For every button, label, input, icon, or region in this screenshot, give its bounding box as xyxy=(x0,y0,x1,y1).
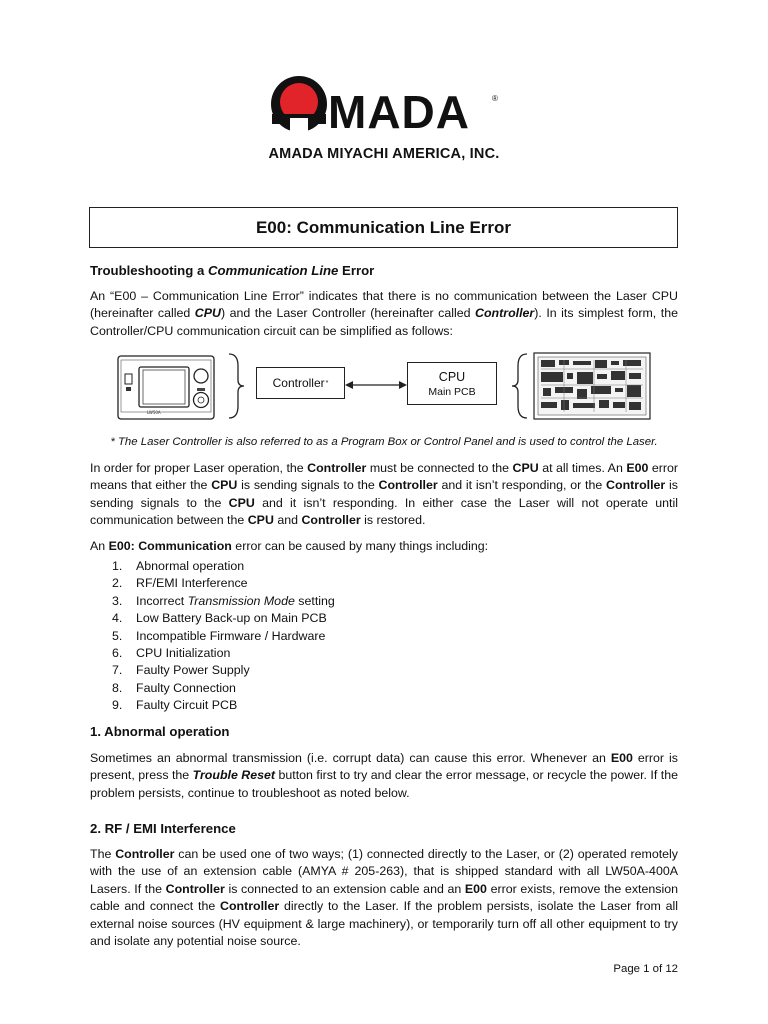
company-name: AMADA MIYACHI AMERICA, INC. xyxy=(268,146,500,162)
list-item: 1. Abnormal operation xyxy=(112,559,245,573)
list-item: 6. CPU Initialization xyxy=(112,646,231,661)
bidirectional-arrow xyxy=(345,378,407,396)
main-pcb-image xyxy=(533,352,651,420)
causes-list xyxy=(112,558,335,715)
list-item: 7. Faulty Power Supply xyxy=(112,663,250,678)
left-brace xyxy=(226,352,246,425)
abnormal-paragraph: Sometimes an abnormal transmission (i.e. corrupt data) can cause this error. Whenever an E00 error is present, press the Trouble Reset button first to try and clear the error message, or recycle the power. If the problem persists, continue to troubleshoot as noted below. xyxy=(90,751,678,800)
footnote: * The Laser Controller is also referred to as a Program Box or Control Panel and is used to control the Laser. xyxy=(110,436,658,448)
list-item: 2. RF/EMI Interference xyxy=(112,576,248,591)
controller-label: Controller xyxy=(272,376,325,390)
list-item: 9. Faulty Circuit PCB xyxy=(112,698,238,713)
causes-intro: An E00: Communication error can be caused by many things including: xyxy=(90,539,489,553)
amada-logo xyxy=(270,74,500,134)
right-brace xyxy=(510,352,530,425)
page-number: Page 1 of 12 xyxy=(613,963,678,975)
list-item: 3. Incorrect Transmission Mode setting xyxy=(112,593,335,608)
list-item: 8. Faulty Connection xyxy=(112,680,236,695)
rf-paragraph: The Controller can be used one of two ways; (1) connected directly to the Laser, or (2) operated remotely with the use of an extension cable (AMYA # 205-263), that is shipped standard with all LW50A-400A Lasers. If the Controller is connected to an extension cable and an E00 error exists, remove the extension cable and connect the Controller directly to the Laser. If the problem persists, isolate the Laser from all external noise sources (HV equipment & large machinery), or temporarily turn off all other equipment to try and isolate any potential noise source. xyxy=(90,847,678,949)
page-title xyxy=(89,207,678,248)
intro-paragraph: An “E00 – Communication Line Error” indicates that there is no communication between the Laser CPU (hereinafter called CPU) and the Laser Controller (hereinafter called Controller). In its simplest form, the Controller/CPU communication circuit can be simplified as follows: xyxy=(90,289,678,338)
operation-paragraph: In order for proper Laser operation, the Controller must be connected to the CPU at all times. An E00 error means that either the CPU is sending signals to the Controller and it isn’t responding, or the Controller is sending signals to the CPU and it isn’t responding. In either case the Laser will not operate until communication between the CPU and Controller is restored. xyxy=(90,461,678,528)
cpu-sublabel: Main PCB xyxy=(428,385,476,398)
rf-heading: 2. RF / EMI Interference xyxy=(90,821,236,836)
controller-box: Controller * xyxy=(256,367,345,399)
page-title-text: E00: Communication Line Error xyxy=(255,217,512,237)
list-item: 4. Low Battery Back-up on Main PCB xyxy=(112,611,327,626)
svg-text:LW50A: LW50A xyxy=(147,410,161,415)
list-item: 5. Incompatible Firmware / Hardware xyxy=(112,628,326,643)
cpu-box xyxy=(407,362,497,405)
amada-logo-mark xyxy=(270,74,500,134)
section-heading: Troubleshooting a Communication Line Error xyxy=(90,263,375,278)
cpu-label: CPU xyxy=(438,369,466,384)
svg-text:®: ® xyxy=(492,94,498,103)
controller-device-image xyxy=(117,352,215,421)
logo-text: MADA xyxy=(328,86,470,134)
abnormal-heading: 1. Abnormal operation xyxy=(90,724,230,739)
